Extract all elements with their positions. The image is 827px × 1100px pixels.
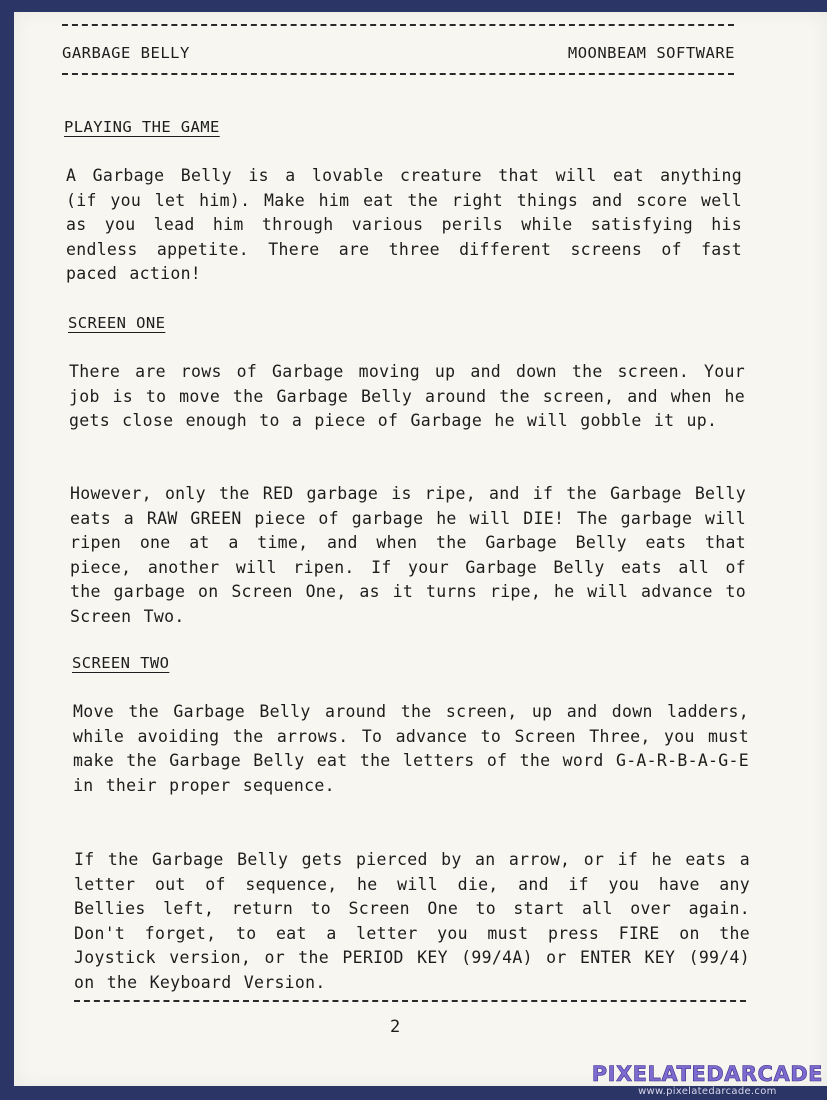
paragraph-screen-one-ripe: However, only the RED garbage is ripe, and if the Garbage Belly eats a RAW GREEN piece of garbage he will DIE! The garbage will ripen one at a time, and when the Garbage Belly eats that piece, another will ripen. If your Garbage Belly eats all of the garbage on Screen One, as it turns ripe, he will advance to Screen Two.	[70, 484, 746, 626]
manual-page	[14, 12, 827, 1086]
watermark	[592, 1062, 823, 1098]
watermark-url: www.pixelatedarcade.com	[638, 1086, 777, 1097]
paragraph-screen-one-rows: There are rows of Garbage moving up and down the screen. Your job is to move the Garbage Belly around the screen, and when he gets close enough to a piece of Garbage he will gobble it up.	[69, 362, 745, 430]
paragraph-screen-two-ladders: Move the Garbage Belly around the screen, up and down ladders, while avoiding the arrows. To advance to Screen Three, you must make the Garbage Belly eat the letters of the word G-A-R-B-A-G-E in their proper sequence.	[73, 702, 749, 795]
top-dashed-rule	[62, 24, 734, 26]
header-dashed-rule	[62, 73, 734, 75]
heading-playing-the-game: PLAYING THE GAME	[64, 118, 220, 136]
paragraph-screen-two-arrow: If the Garbage Belly gets pierced by an arrow, or if he eats a letter out of sequence, he will die, and if you have any Bellies left, return to Screen One to start all over again. Don't forget, to eat a letter you must press FIRE on the Joystick version, or the PERIOD KEY (99/4A) or ENTER KEY (99/4) on the Keyboard Version.	[74, 850, 750, 992]
header-publisher: MOONBEAM SOFTWARE	[567, 44, 735, 62]
watermark-logo: PIXELATEDARCADE	[591, 1062, 823, 1086]
heading-screen-two: SCREEN TWO	[72, 654, 170, 672]
page-number: 2	[390, 1017, 401, 1037]
header-title: GARBAGE BELLY	[62, 44, 190, 62]
paragraph-intro: A Garbage Belly is a lovable creature that will eat anything (if you let him). Make him eat the right things and score well as you lead him through various perils while satisfying his endless appetite. There are three different screens of fast paced action!	[66, 166, 742, 283]
footer-dashed-rule	[74, 1000, 746, 1002]
heading-screen-one: SCREEN ONE	[68, 314, 166, 332]
